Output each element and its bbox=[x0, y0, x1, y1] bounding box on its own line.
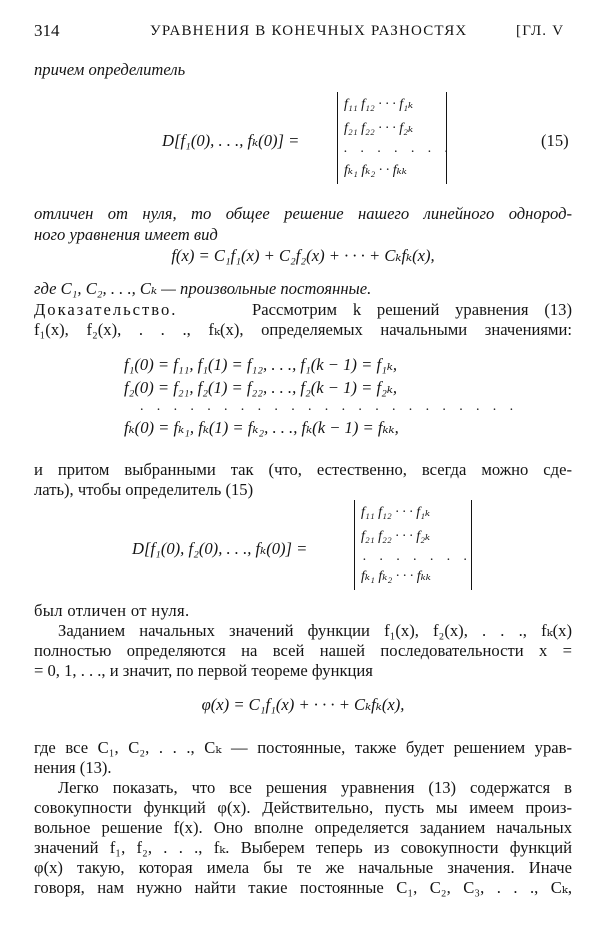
page-number: 314 bbox=[34, 21, 60, 40]
text-line: значений f₁, f₂, . . ., fₖ. Выберем теперь из совокупности функций bbox=[34, 838, 572, 857]
initial-values-formula: fₖ(0) = fₖ₁, fₖ(1) = fₖ₂, . . ., fₖ(k − 1) = fₖₖ, bbox=[124, 418, 399, 437]
text-line: f₁(x), f₂(x), . . ., fₖ(x), определяемых начальными значениями: bbox=[34, 320, 572, 339]
initial-values-formula: f₂(0) = f₂₁, f₂(1) = f₂₂, . . ., f₂(k − 1) = f₂ₖ, bbox=[124, 378, 398, 397]
text-line: и притом выбранными так (что, естественно, всегда можно сде- bbox=[34, 460, 572, 479]
text-line: ного уравнения имеет вид bbox=[34, 225, 218, 244]
text-line: отличен от нуля, то общее решение нашего линейного однород- bbox=[34, 204, 572, 223]
text-line: говоря, нам нужно найти такие постоянные C₁, C₂, C₃, . . ., Cₖ, bbox=[34, 878, 572, 897]
text-line: Рассмотрим k решений уравнения (13) bbox=[252, 300, 572, 319]
det2-row: f₂₁ f₂₂ · · · f₂ₖ bbox=[361, 529, 431, 544]
initial-values-dots: . . . . . . . . . . . . . . . . . . . . . . . bbox=[140, 399, 518, 414]
chapter-label: [ГЛ. V bbox=[516, 23, 565, 39]
text-line: причем определитель bbox=[34, 60, 186, 79]
text-line: где все C₁, C₂, . . ., Cₖ — постоянные, также будет решением урав- bbox=[34, 738, 572, 757]
det1-row: f₂₁ f₂₂ · · · f₂ₖ bbox=[344, 121, 414, 136]
det1-row: . . . . . . . bbox=[344, 141, 454, 156]
general-solution-formula: f(x) = C₁f₁(x) + C₂f₂(x) + · · · + Cₖfₖ(x), bbox=[171, 246, 435, 265]
text-line: Заданием начальных значений функции f₁(x), f₂(x), . . ., fₖ(x) bbox=[58, 621, 572, 640]
equation-number: (15) bbox=[541, 131, 569, 150]
text-line: Легко показать, что все решения уравнения (13) содержатся в bbox=[58, 778, 572, 797]
text-line: был отличен от нуля. bbox=[34, 601, 190, 620]
text-line: где C₁, C₂, . . ., Cₖ — произвольные постоянные. bbox=[34, 279, 372, 298]
running-title: УРАВНЕНИЯ В КОНЕЧНЫХ РАЗНОСТЯХ bbox=[150, 23, 468, 39]
text-line: вольное решение f(x). Оно вполне определяется заданием начальных bbox=[34, 818, 572, 837]
text-line: совокупности функций φ(x). Действительно, пусть мы имеем произ- bbox=[34, 798, 572, 817]
proof-heading: Доказательство. bbox=[34, 300, 178, 319]
det1-row: f₁₁ f₁₂ · · · f₁ₖ bbox=[344, 97, 414, 112]
text-line: полностью определяются на всей нашей последовательности x = bbox=[34, 641, 572, 660]
det1-row: fₖ₁ fₖ₂ · · fₖₖ bbox=[344, 163, 407, 178]
text-line: φ(x) такую, которая имела бы те же начальные значения. Иначе bbox=[34, 858, 572, 877]
det2-row: fₖ₁ fₖ₂ · · · fₖₖ bbox=[361, 569, 431, 584]
text-line: лать), чтобы определитель (15) bbox=[34, 480, 254, 499]
det2-matrix bbox=[354, 500, 472, 590]
text-line: нения (13). bbox=[34, 758, 112, 777]
det2-lhs: D[f₁(0), f₂(0), . . ., fₖ(0)] = bbox=[132, 539, 308, 558]
det1-matrix bbox=[337, 92, 454, 184]
text-line: = 0, 1, . . ., и значит, по первой теореме функция bbox=[34, 661, 373, 680]
det2-row: f₁₁ f₁₂ · · · f₁ₖ bbox=[361, 505, 431, 520]
phi-formula: φ(x) = C₁f₁(x) + · · · + Cₖfₖ(x), bbox=[201, 695, 405, 714]
initial-values-formula: f₁(0) = f₁₁, f₁(1) = f₁₂, . . ., f₁(k − 1) = f₁ₖ, bbox=[124, 355, 398, 374]
det1-lhs: D[f₁(0), . . ., fₖ(0)] = bbox=[162, 131, 300, 150]
det2-row: . . . . . . . bbox=[363, 549, 473, 564]
